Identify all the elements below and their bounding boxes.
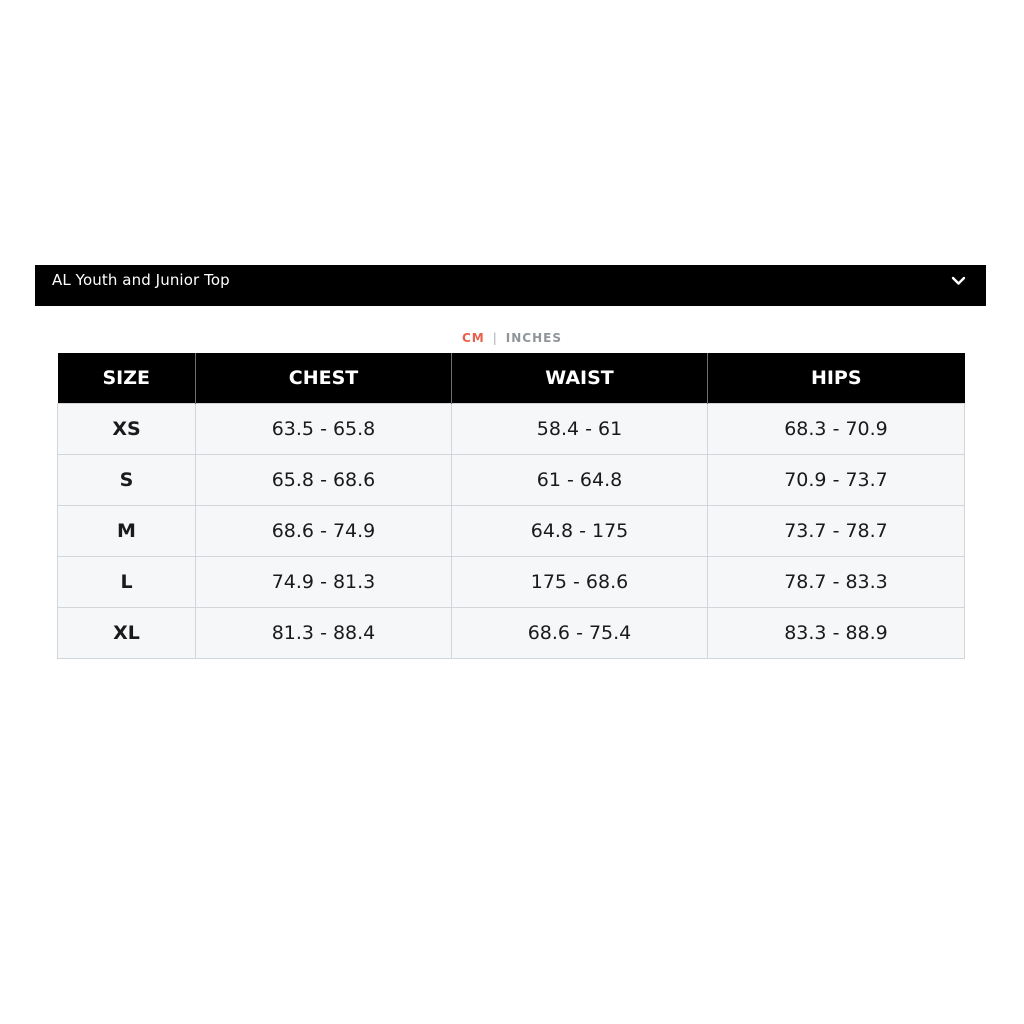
table-header-row (58, 353, 965, 404)
hips-cell: 73.7 - 78.7 (708, 506, 965, 557)
table-row (58, 608, 965, 659)
waist-cell: 58.4 - 61 (452, 404, 708, 455)
size-cell: XL (58, 608, 196, 659)
chest-cell: 74.9 - 81.3 (196, 557, 452, 608)
table-row (58, 506, 965, 557)
accordion-title: AL Youth and Junior Top (52, 271, 230, 289)
chevron-down-icon[interactable] (951, 272, 966, 284)
size-cell: L (58, 557, 196, 608)
unit-separator: | (492, 331, 498, 345)
chest-cell: 68.6 - 74.9 (196, 506, 452, 557)
waist-cell: 64.8 - 175 (452, 506, 708, 557)
waist-cell: 175 - 68.6 (452, 557, 708, 608)
hips-cell: 83.3 - 88.9 (708, 608, 965, 659)
hips-cell: 78.7 - 83.3 (708, 557, 965, 608)
waist-cell: 61 - 64.8 (452, 455, 708, 506)
column-header-size: SIZE (58, 353, 196, 404)
table-row (58, 557, 965, 608)
table-row (58, 455, 965, 506)
hips-cell: 70.9 - 73.7 (708, 455, 965, 506)
hips-cell: 68.3 - 70.9 (708, 404, 965, 455)
column-header-hips: HIPS (708, 353, 965, 404)
size-cell: XS (58, 404, 196, 455)
unit-cm-option[interactable]: CM (462, 331, 485, 345)
size-chart-table (57, 353, 965, 659)
chest-cell: 81.3 - 88.4 (196, 608, 452, 659)
size-cell: M (58, 506, 196, 557)
size-cell: S (58, 455, 196, 506)
chest-cell: 65.8 - 68.6 (196, 455, 452, 506)
table-row (58, 404, 965, 455)
unit-inches-option[interactable]: INCHES (505, 331, 562, 345)
size-chart-accordion-header[interactable] (35, 265, 986, 306)
column-header-waist: WAIST (452, 353, 708, 404)
unit-toggle (0, 329, 1024, 347)
column-header-chest: CHEST (196, 353, 452, 404)
waist-cell: 68.6 - 75.4 (452, 608, 708, 659)
chest-cell: 63.5 - 65.8 (196, 404, 452, 455)
